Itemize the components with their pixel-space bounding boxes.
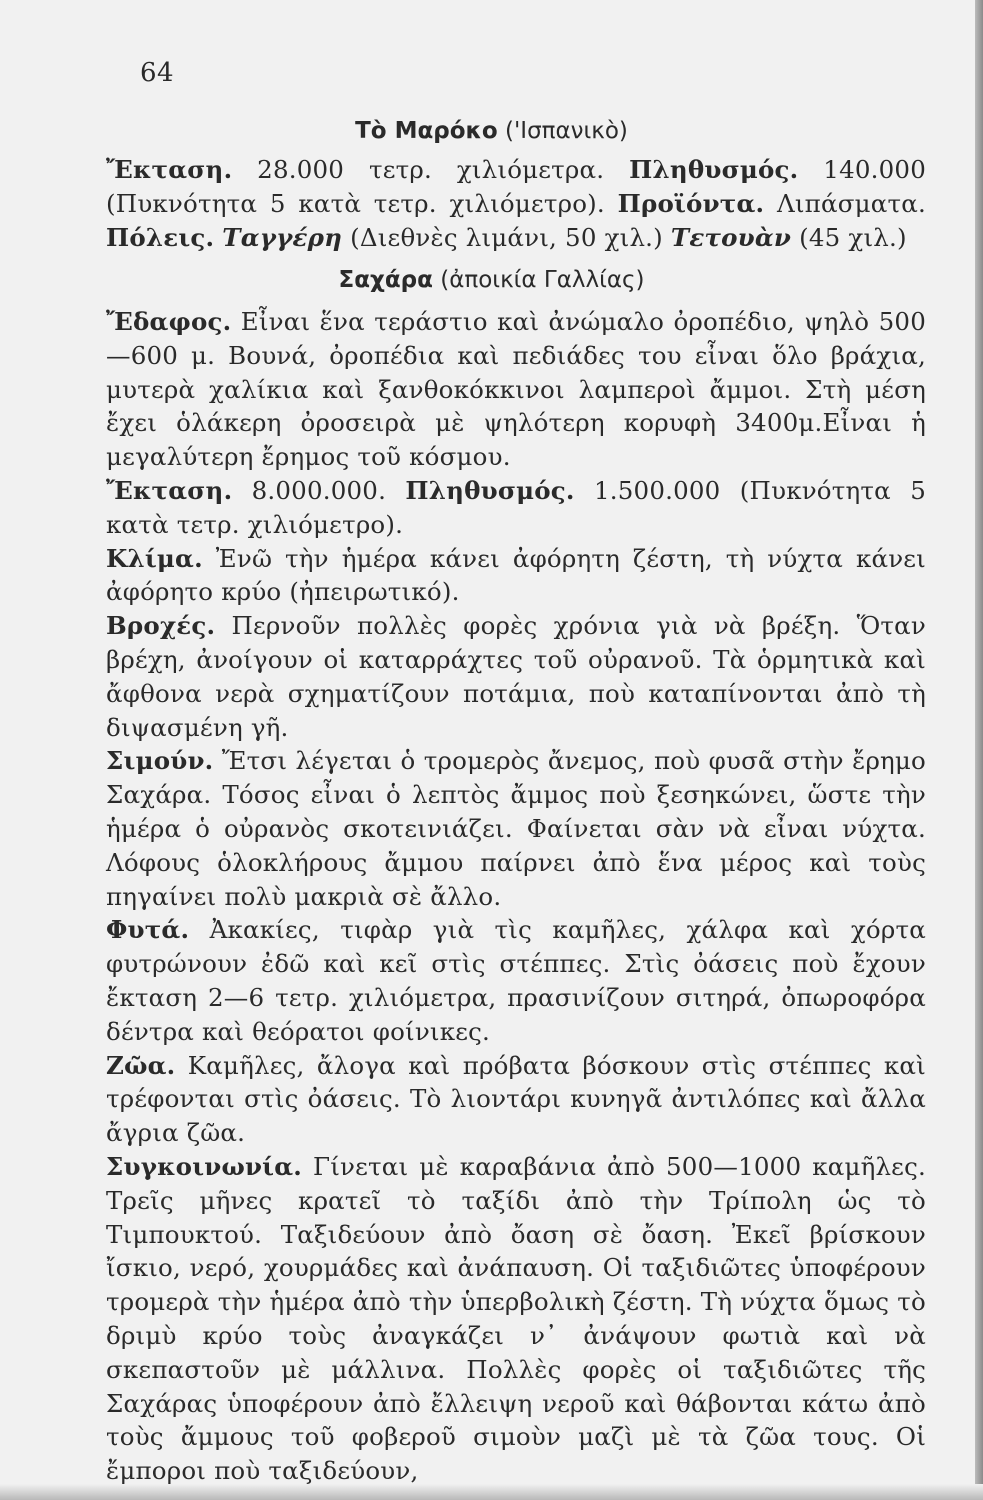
plants-paragraph	[106, 913, 926, 1048]
plants-text: Ἀκακίες, τιφὰρ γιὰ τὶς καμῆλες, χάλφα καὶ χόρτα φυτρώνουν ἐδῶ καὶ κεῖ στὶς στέππες. Στὶς ὀάσεις ποὺ ἔχουν ἔκταση 2—6 τετρ. χιλιόμετρα, πρασινίζουν σιτηρά, ὀπωροφόρα δέντρα καὶ θεόρατοι φοίνικες.	[106, 915, 926, 1046]
morocco-cities-label: Πόλεις.	[106, 222, 215, 252]
animals-text: Καμῆλες, ἄλογα καὶ πρόβατα βόσκουν στὶς στέππες καὶ τρέφονται στὶς ὀάσεις. Τὸ λιοντάρι κυνηγᾶ ἀντιλόπες καὶ ἄλλα ἄγρια ζῶα.	[106, 1050, 926, 1148]
rain-text: Περνοῦν πολλὲς φορὲς χρόνια γιὰ νὰ βρέξη. Ὅταν βρέχη, ἀνοίγουν οἱ καταρράχτες τοῦ οὐρανοῦ. Τὰ ὁρμητικὰ καὶ ἄφθονα νερὰ σχηματίζουν ποτάμια, ποὺ καταπίνονται ἀπὸ τὴ διψασμένη γῆ.	[106, 611, 926, 742]
area-population-paragraph	[106, 474, 926, 542]
sahara-section	[106, 305, 926, 1488]
sahara-title: Σαχάρα	[338, 267, 433, 293]
morocco-population-label: Πληθυσμός.	[629, 155, 799, 184]
morocco-area-label: Ἔκταση.	[106, 155, 233, 184]
morocco-population-text: 140.000 (Πυκνότητα 5 κατὰ τετρ. χιλιόμετρο).	[106, 155, 927, 218]
city-tetouan-note: (45 χιλ.)	[791, 222, 907, 252]
city-tangier-note: (Διεθνὲς λιμάνι, 50 χιλ.)	[342, 222, 671, 252]
transport-text: Γίνεται μὲ καραβάνια ἀπὸ 500—1000 καμῆλες. Τρεῖς μῆνες κρατεῖ τὸ ταξίδι ἀπὸ τὴν Τρίπολη ὡς τὸ Τιμπουκτού. Ταξιδεύουν ἀπὸ ὄαση σὲ ὄαση. Ἐκεῖ βρίσκουν ἴσκιο, νερό, χουρμάδες καὶ ἀνάπαυση. Οἱ ταξιδιῶτες ὑποφέρουν τρομερὰ τὴν ἡμέρα ἀπὸ τὴν ὑπερβολικὴ ζέστη. Τὴ νύχτα ὅμως τὸ δριμὺ κρύο τοὺς ἀναγκάζει ν᾿ ἀνάψουν φωτιὰ καὶ νὰ σκεπαστοῦν μὲ μάλλινα. Πολλὲς φορὲς οἱ ταξιδιῶτες τῆς Σαχάρας ὑποφέρουν ἀπὸ ἔλλειψη νεροῦ καὶ θάβονται κάτω ἀπὸ τοὺς ἄμμους τοῦ φοβεροῦ σιμοὺν μαζὶ μὲ τὰ ζῶα τους. Οἱ ἔμποροι ποὺ ταξιδεύουν,	[106, 1151, 926, 1486]
sahara-area-label: Ἔκταση.	[106, 475, 233, 505]
climate-label: Κλίμα.	[106, 543, 203, 573]
rain-label: Βροχές.	[106, 611, 216, 641]
morocco-section	[106, 153, 926, 254]
rain-paragraph	[106, 609, 926, 744]
soil-label: Ἔδαφος.	[106, 307, 232, 336]
morocco-products-text: Λιπάσματα.	[764, 188, 926, 218]
sahara-heading	[0, 267, 983, 293]
page-number: 64	[140, 58, 175, 88]
climate-paragraph	[106, 542, 926, 610]
morocco-subtitle: ('Ισπανικὸ)	[505, 118, 628, 144]
simoom-paragraph	[106, 744, 926, 913]
sahara-population-label: Πληθυσμός.	[405, 475, 575, 505]
morocco-title: Τὸ Μαρόκο	[355, 118, 498, 144]
animals-label: Ζῶα.	[106, 1050, 176, 1080]
sahara-subtitle: (ἀποικία Γαλλίας)	[440, 267, 645, 293]
morocco-heading	[0, 118, 983, 144]
soil-paragraph	[106, 305, 926, 474]
simoom-label: Σιμούν.	[106, 746, 214, 776]
morocco-products-label: Προϊόντα.	[617, 188, 765, 218]
simoom-text: Ἔτσι λέγεται ὁ τρομερὸς ἄνεμος, ποὺ φυσᾶ στὴν ἔρημο Σαχάρα. Τόσος εἶναι ὁ λεπτὸς ἄμμος ποὺ ξεσηκώνει, ὥστε τὴν ἡμέρα ὁ οὐρανὸς σκοτεινιάζει. Φαίνεται σὰν νὰ εἶναι νύχτα. Λόφους ὁλοκλήρους ἄμμου παίρνει ἀπὸ ἕνα μέρος καὶ τοὺς πηγαίνει πολὺ μακριὰ σὲ ἄλλο.	[106, 746, 926, 911]
morocco-area-text: 28.000 τετρ. χιλιόμετρα.	[232, 155, 630, 184]
transport-label: Συγκοινωνία.	[106, 1151, 303, 1181]
page-edge-shadow	[975, 0, 983, 1500]
soil-text: Εἶναι ἕνα τεράστιο καὶ ἀνώμαλο ὀροπέδιο, ψηλὸ 500—600 μ. Βουνά, ὀροπέδια καὶ πεδιάδες του εἶναι ὅλο βράχια, μυτερὰ χαλίκια καὶ ξανθοκόκκινοι λαμπεροὶ ἄμμοι. Στὴ μέση ἔχει ὁλάκερη ὀροσειρὰ μὲ ψηλότερη κορυφὴ 3400μ.Εἶναι ἡ μεγαλύτερη ἔρημος τοῦ κόσμου.	[106, 307, 926, 472]
animals-paragraph	[106, 1049, 926, 1150]
plants-label: Φυτά.	[106, 915, 190, 945]
morocco-paragraph	[106, 153, 926, 254]
sahara-area-text: 8.000.000.	[232, 475, 406, 505]
city-tetouan: Τετουὰν	[670, 222, 792, 252]
sahara-population-text: 1.500.000 (Πυκνότητα 5 κατὰ τετρ. χιλιόμετρο).	[106, 475, 926, 539]
transport-paragraph	[106, 1150, 926, 1488]
climate-text: Ἐνῶ τὴν ἡμέρα κάνει ἀφόρητη ζέστη, τὴ νύχτα κάνει ἀφόρητο κρύο (ἠπειρωτικό).	[106, 543, 926, 607]
city-tangier: Ταγγέρη	[222, 222, 343, 252]
